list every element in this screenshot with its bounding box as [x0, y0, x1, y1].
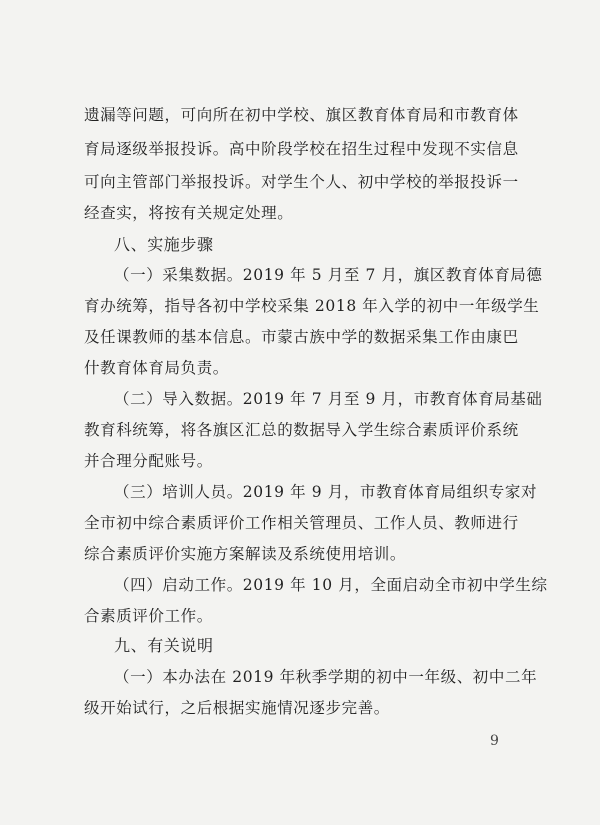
paragraph-line: 综合素质评价实施方案解读及系统使用培训。 — [84, 545, 407, 563]
paragraph-line: 遗漏等问题，可向所在初中学校、旗区教育体育局和市教育体 — [84, 106, 519, 124]
paragraph-line: （一）本办法在 2019 年秋季学期的初中一年级、初中二年 — [114, 668, 538, 686]
paragraph-line: 可向主管部门举报投诉。对学生个人、初中学校的举报投诉一 — [84, 173, 519, 191]
section-heading-9: 九、有关说明 — [114, 636, 214, 655]
paragraph-line: 全市初中综合素质评价工作相关管理员、工作人员、教师进行 — [84, 514, 519, 532]
paragraph-line: 什教育体育局负责。 — [84, 359, 229, 377]
paragraph-line: 及任课教师的基本信息。市蒙古族中学的数据采集工作由康巴 — [84, 328, 519, 346]
paragraph-line: 经查实，将按有关规定处理。 — [84, 204, 294, 222]
page-number: 9 — [490, 733, 499, 749]
paragraph-line: 并合理分配账号。 — [84, 452, 213, 470]
section-heading-8: 八、实施步骤 — [114, 235, 214, 254]
paragraph-line: 级开始试行，之后根据实施情况逐步完善。 — [84, 699, 390, 717]
paragraph-line: 育办统筹，指导各初中学校采集 2018 年入学的初中一年级学生 — [84, 297, 540, 315]
paragraph-line: 育局逐级举报投诉。高中阶段学校在招生过程中发现不实信息 — [84, 140, 519, 158]
paragraph-line: （二）导入数据。2019 年 7 月至 9 月，市教育体育局基础 — [114, 390, 543, 408]
paragraph-line: （一）采集数据。2019 年 5 月至 7 月，旗区教育体育局德 — [114, 266, 543, 284]
paragraph-line: （三）培训人员。2019 年 9 月，市教育体育局组织专家对 — [114, 483, 538, 501]
paragraph-line: 教育科统筹，将各旗区汇总的数据导入学生综合素质评价系统 — [84, 421, 519, 439]
paragraph-line: （四）启动工作。2019 年 10 月，全面启动全市初中学生综 — [114, 576, 548, 594]
paragraph-line: 合素质评价工作。 — [84, 607, 213, 625]
